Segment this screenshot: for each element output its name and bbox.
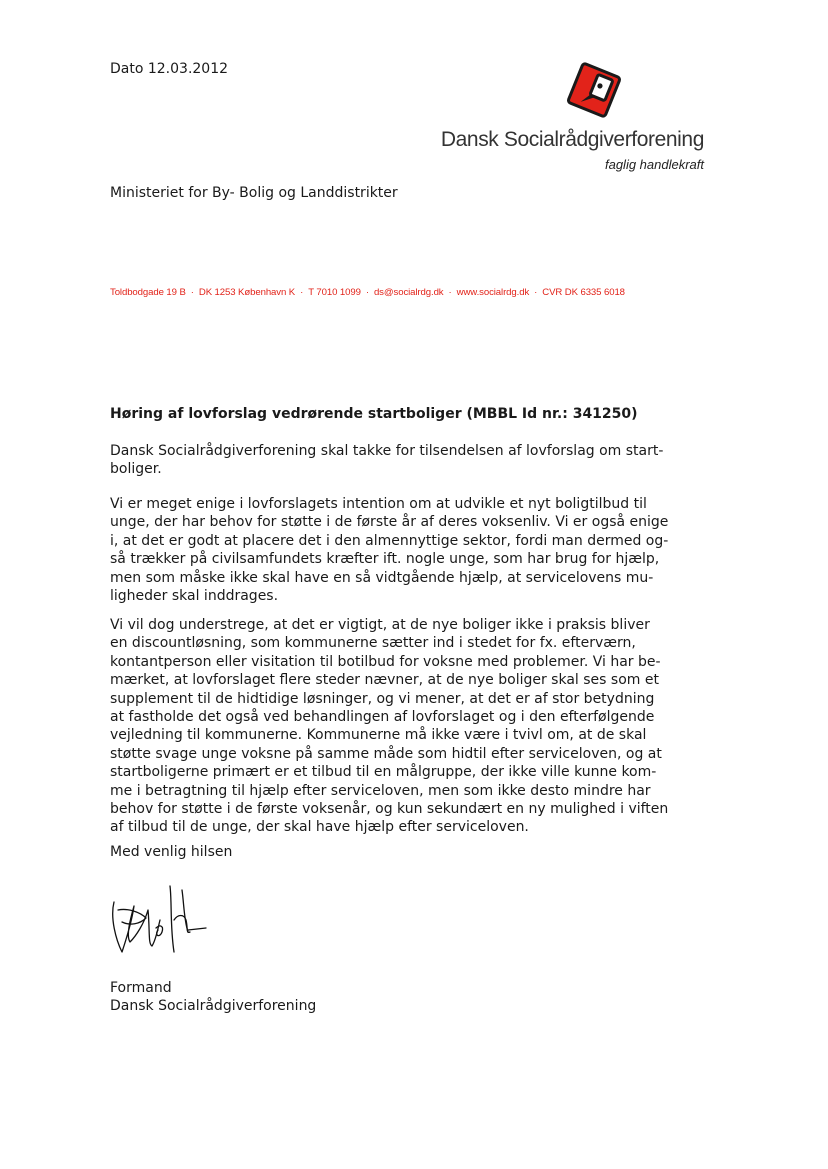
paragraph-line: unge, der har behov for støtte i de første år af deres voksenliv. Vi er også enige (110, 514, 669, 531)
body-paragraph-1 (110, 442, 670, 479)
paragraph-line: men som måske ikke skal have en så vidtgående hjælp, at servicelovens mu- (110, 569, 654, 586)
signatory-title: Formand (110, 980, 172, 996)
address-website[interactable]: www.socialrdg.dk (456, 287, 530, 298)
paragraph-line: af tilbud til de unge, der skal have hjælp efter serviceloven. (110, 819, 529, 836)
paragraph-line: Vi vil dog understrege, at det er vigtigt, at de nye boliger ikke i praksis bliver (110, 617, 650, 633)
paragraph-line: en discountløsning, som kommunerne sætter ind i stedet for fx. efterværn, (110, 635, 636, 652)
address-email[interactable]: ds@socialrdg.dk (373, 287, 444, 298)
recipient: Ministeriet for By- Bolig og Landdistrikter (110, 185, 398, 201)
paragraph-line: supplement til de hidtidige løsninger, og vi mener, at det er af stor betydning (110, 690, 655, 707)
paragraph-line: behov for støtte i de første voksenår, og kun sekundært en ny mulighed i viften (110, 801, 669, 818)
paragraph-line: vejledning til kommunerne. Kommunerne må ikke være i tvivl om, at de skal (110, 727, 647, 744)
address-cvr: CVR DK 6335 6018 (542, 287, 625, 298)
paragraph-line: Dansk Socialrådgiverforening skal takke for tilsendelsen af lovforslag om start- (110, 443, 664, 459)
paragraph-line: i, at det er godt at placere det i den almennyttige sektor, fordi man dermed og- (110, 532, 669, 549)
address-separator: · (190, 287, 194, 298)
address-separator: · (300, 287, 304, 298)
paragraph-line: boliger. (110, 461, 162, 478)
body-paragraph-2 (110, 495, 670, 605)
paragraph-line: at fastholde det også ved behandlingen af lovforslaget og i den efterfølgende (110, 709, 655, 726)
address-separator: · (448, 287, 452, 298)
paragraph-line: mærket, at lovforslaget flere steder nævner, at de nye boliger skal ses som et (110, 672, 659, 689)
paragraph-line: så trækker på civilsamfundets kræfter ift. nogle unge, som har brug for hjælp, (110, 551, 660, 568)
paragraph-line: kontantperson eller visitation til botilbud for voksne med problemer. Vi har be- (110, 653, 661, 670)
address-separator: · (365, 287, 369, 298)
signatory-org: Dansk Socialrådgiverforening (110, 998, 317, 1015)
paragraph-line: startboligerne primært er et tilbud til en målgruppe, der ikke ville kunne kom- (110, 764, 657, 781)
letterhead-org-name: Dansk Socialrådgiverforening (440, 128, 704, 151)
paragraph-line: me i betragtning til hjælp efter serviceloven, men som ikke desto mindre har (110, 782, 651, 799)
letterhead-tagline: faglig handlekraft (604, 157, 704, 172)
letter-subject: Høring af lovforslag vedrørende startboliger (MBBL Id nr.: 341250) (110, 406, 638, 422)
signature (104, 880, 214, 960)
letterhead-address-line (110, 287, 625, 298)
signatory-block (110, 979, 316, 1016)
paragraph-line: ligheder skal inddrages. (110, 588, 279, 605)
closing-salutation: Med venlig hilsen (110, 844, 233, 860)
address-phone: T 7010 1099 (308, 287, 361, 298)
address-separator: · (534, 287, 538, 298)
address-street: Toldbodgade 19 B (110, 287, 186, 298)
paragraph-line: Vi er meget enige i lovforslagets intention om at udvikle et nyt boligtilbud til (110, 496, 647, 512)
body-paragraph-3 (110, 616, 670, 837)
paragraph-line: støtte svage unge voksne på samme måde som hidtil efter serviceloven, og at (110, 745, 662, 762)
address-city: DK 1253 København K (198, 287, 296, 298)
speech-bubble-logo-icon (564, 60, 624, 120)
letter-date: Dato 12.03.2012 (110, 61, 229, 77)
